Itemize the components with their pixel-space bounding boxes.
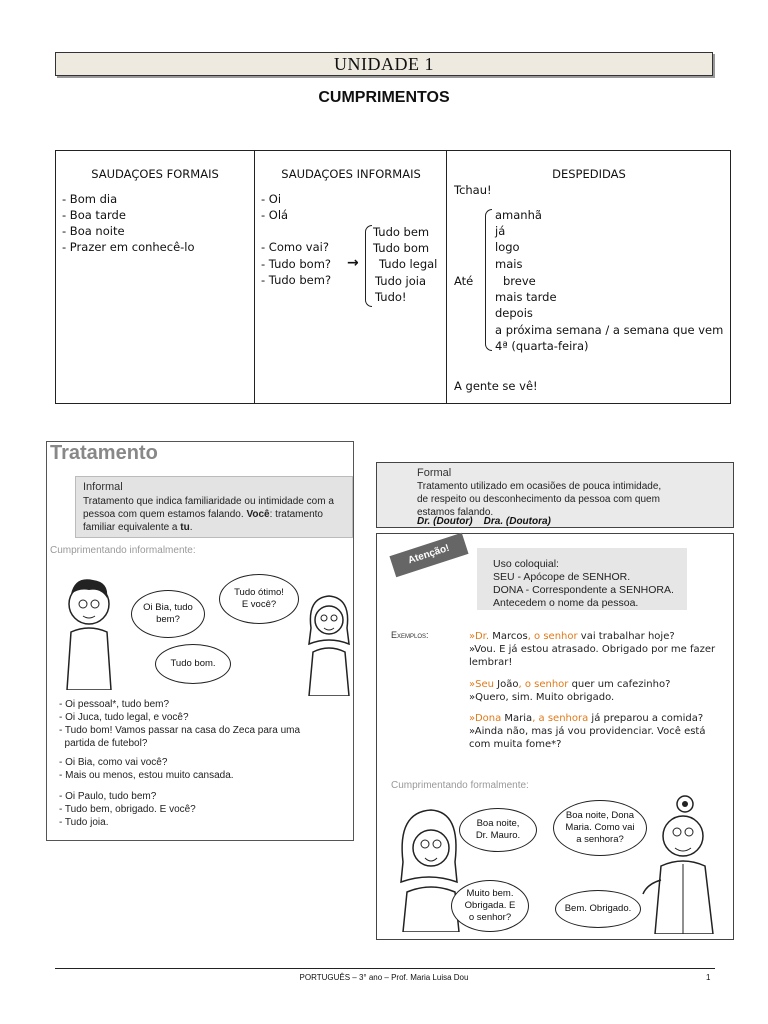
example-line: com muita fome*? [469, 739, 562, 750]
example-line: »Dr. Marcos, o senhor vai trabalhar hoje? [469, 631, 675, 642]
dialogue-line: - Tudo bom! Vamos passar na casa do Zeca para uma [59, 725, 301, 736]
formal-panel [376, 462, 734, 528]
farewell-item: 4ª (quarta-feira) [495, 339, 589, 353]
dialogue-line: partida de futebol? [59, 738, 148, 749]
example-line: »Ainda não, mas já vou providenciar. Você está [469, 726, 706, 737]
informal-heading: SAUDAÇOES INFORMAIS [281, 167, 421, 181]
tratamento-title: Tratamento [50, 442, 158, 464]
dialogue-line: - Tudo bem, obrigado. E você? [59, 804, 196, 815]
speech-bubble: Tudo bom. [155, 644, 231, 684]
farewell-item: mais tarde [495, 290, 557, 304]
example-line: »Seu João, o senhor quer um cafezinho? [469, 679, 671, 690]
brace-icon [365, 225, 372, 307]
colloquial-box: Uso coloquial: SEU - Apócope de SENHOR. DONA - Correspondente a SENHORA. Antecedem o nome da pessoa. [477, 548, 687, 610]
speech-bubble: Bem. Obrigado. [555, 890, 641, 928]
page-number: 1 [706, 973, 711, 982]
farewell-ate: Até [454, 274, 474, 288]
informal-box [75, 476, 353, 538]
dialogue-line: - Oi Juca, tudo legal, e você? [59, 712, 189, 723]
formal-item: - Boa tarde [62, 208, 126, 222]
examples-label: Exemplos: [391, 630, 429, 640]
boy-illustration [61, 572, 121, 690]
dialogue-line: - Oi pessoal*, tudo bem? [59, 699, 170, 710]
informal-reply: Tudo bem [373, 225, 430, 239]
formal-column [56, 151, 254, 403]
speech-bubble: Boa noite, Dr. Mauro. [459, 808, 537, 852]
footer-text: PORTUGUÊS – 3° ano – Prof. Maria Luisa Dou [299, 973, 469, 982]
formal-abbreviations: Dr. (Doutor) Dra. (Doutora) [417, 516, 551, 527]
dialogue-line: - Mais ou menos, estou muito cansada. [59, 770, 234, 781]
formal-subtitle: Cumprimentando formalmente: [391, 780, 529, 791]
farewell-item: depois [495, 306, 533, 320]
informal-definition: Tratamento que indica familiaridade ou intimidade com a pessoa com quem estamos falando. Você: tratamento familiar equivalente a tu. [83, 496, 334, 533]
speech-bubble: Muito bem. Obrigada. E o senhor? [451, 880, 529, 932]
formal-label: Formal [417, 467, 452, 479]
example-line: »Dona Maria, a senhora já preparou a comida? [469, 713, 704, 724]
speech-bubble: Tudo ótimo! E você? [219, 574, 299, 624]
farewell-item: já [495, 224, 506, 238]
farewell-item: mais [495, 257, 523, 271]
informal-reply: Tudo bom [373, 241, 430, 255]
example-line: »Quero, sim. Muito obrigado. [469, 692, 615, 703]
farewell-item: a próxima semana / a semana que vem [495, 323, 724, 337]
speech-bubble: Oi Bia, tudo bem? [131, 590, 205, 638]
unit-heading: UNIDADE 1 [55, 52, 713, 76]
informal-item: - Como vai? [261, 240, 329, 254]
farewells-heading: DESPEDIDAS [552, 167, 626, 181]
dialogue-line: - Tudo joia. [59, 817, 109, 828]
farewell-tchau: Tchau! [454, 183, 492, 197]
example-line: »Vou. E já estou atrasado. Obrigado por me fazer [469, 644, 716, 655]
informal-label: Informal [83, 481, 123, 493]
informal-item: - Oi [261, 192, 282, 206]
informal-subtitle: Cumprimentando informalmente: [50, 545, 196, 556]
informal-item: - Tudo bem? [261, 273, 332, 287]
farewells-column [446, 151, 731, 403]
informal-reply: Tudo legal [379, 257, 438, 271]
dialogue-line: - Oi Paulo, tudo bem? [59, 791, 157, 802]
page-title: CUMPRIMENTOS [318, 89, 450, 106]
informal-item: - Tudo bom? [261, 257, 332, 271]
brace-icon [485, 209, 492, 351]
formal-heading: SAUDAÇOES FORMAIS [91, 167, 219, 181]
informal-reply: Tudo joia [375, 274, 427, 288]
farewell-item: logo [495, 240, 520, 254]
farewell-item: breve [503, 274, 536, 288]
footer-rule [55, 968, 715, 969]
farewell-gente: A gente se vê! [454, 379, 538, 393]
greetings-table [55, 150, 731, 404]
farewell-item: amanhã [495, 208, 542, 222]
tratamento-panel [46, 441, 354, 841]
formal-item: - Boa noite [62, 224, 125, 238]
atencao-panel [376, 533, 734, 940]
informal-reply: Tudo! [375, 290, 407, 304]
formal-item: - Prazer em conhecê-lo [62, 240, 195, 254]
formal-definition: Tratamento utilizado em ocasiões de pouca intimidade, de respeito ou desconhecimento da pessoa com quem estamos falando. [417, 481, 662, 518]
informal-item: - Olá [261, 208, 289, 222]
informal-column [254, 151, 447, 403]
dialogue-line: - Oi Bia, como vai você? [59, 757, 168, 768]
doctor-illustration [639, 794, 729, 934]
arrow-icon: → [347, 255, 359, 271]
example-line: lembrar! [469, 657, 513, 668]
girl-illustration [305, 588, 353, 696]
formal-item: - Bom dia [62, 192, 118, 206]
speech-bubble: Boa noite, Dona Maria. Como vai a senhora? [553, 800, 647, 856]
attention-badge: Atenção! [389, 533, 468, 577]
